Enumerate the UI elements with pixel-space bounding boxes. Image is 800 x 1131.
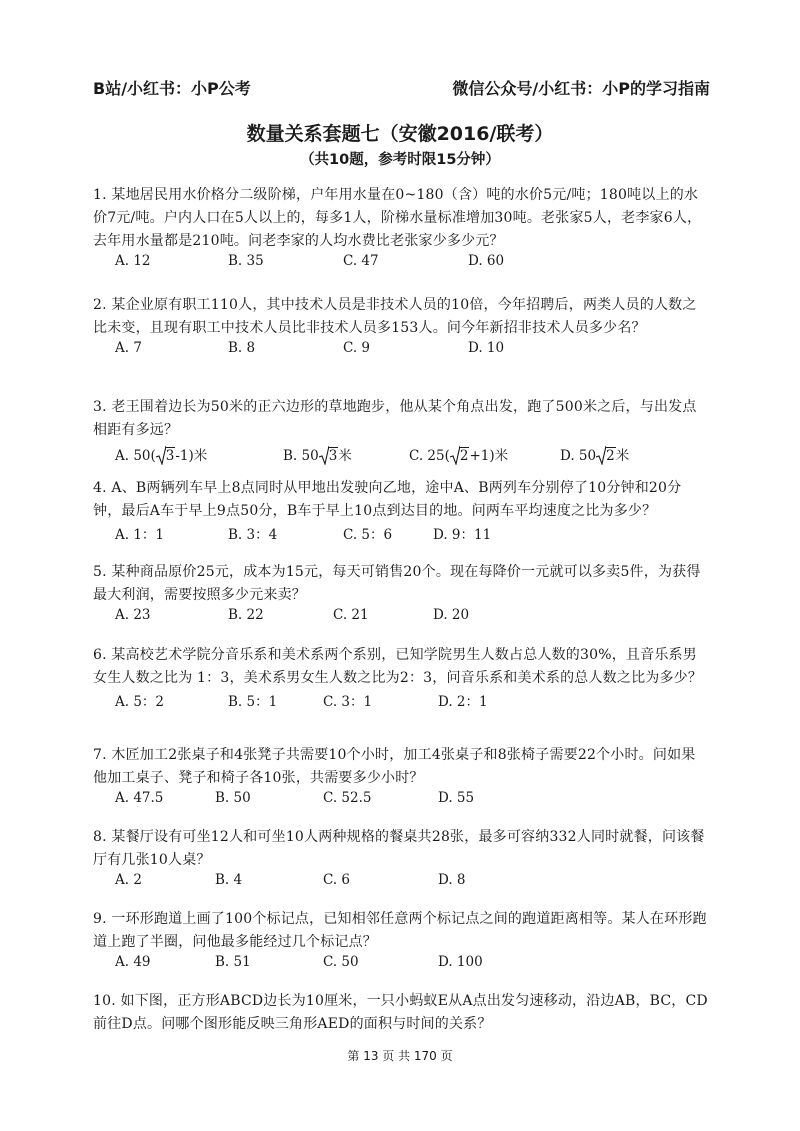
options	[93, 790, 708, 812]
question-text: 10. 如下图，正方形ABCD边长为10厘米，一只小蚂蚁E从A点出发匀速移动，沿边AB，BC，CD前往D点。问哪个图形能反映三角形AED的面积与时间的关系？	[93, 993, 708, 1032]
options	[93, 954, 708, 976]
option-d: D. 10	[468, 340, 505, 356]
question-text: 2. 某企业原有职工110人，其中技术人员是非技术人员的10倍，今年招聘后，两类人员的人数之比未变，且现有职工中技术人员比非技术人员多153人。问今年新招非技术人员多少名？	[93, 297, 697, 336]
question-text: 6. 某高校艺术学院分音乐系和美术系两个系别，已知学院男生人数占总人数的30%，且音乐系男女生人数之比为 1：3，美术系男女生人数之比为2：3，问音乐系和美术系的总人数之比为多少？	[93, 647, 703, 686]
option-d: D. 8	[438, 872, 466, 888]
option-a: A. 23	[115, 607, 151, 623]
question-text: 4. A、B两辆列车早上8点同时从甲地出发驶向乙地，途中A、B两列车分别停了10分钟和20分钟，最后A车于早上9点50分，B车于早上10点到达目的地。问两车平均速度之比为多少？	[93, 480, 682, 519]
question-text: 5. 某种商品原价25元，成本为15元，每天可销售20个。现在每降价一元就可以多卖5件，为获得最大利润，需要按照多少元来卖？	[93, 564, 701, 603]
option-c: C. 9	[343, 340, 371, 356]
option-a: A. 12	[115, 253, 151, 269]
question-10	[93, 990, 708, 1036]
option-c: C. 3：1	[323, 694, 373, 710]
sqrt-symbol: 3	[319, 448, 339, 464]
option-c: C. 21	[333, 607, 369, 623]
option-c: C. 5：6	[343, 527, 393, 543]
option-a: A. 2	[115, 872, 142, 888]
option-d: D. 100	[438, 954, 483, 970]
options	[93, 872, 708, 894]
question-9	[93, 908, 708, 976]
question-text: 1. 某地居民用水价格分二级阶梯，户年用水量在0~180（含）吨的水价5元/吨；180吨以上的水价7元/吨。户内人口在5人以上的，每多1人，阶梯水量标准增加30吨。老张家5人，老李家6人，去年用水量都是210吨。问老李家的人均水费比老张家少多少元？	[93, 187, 702, 249]
question-text: 8. 某餐厅设有可坐12人和可坐10人两种规格的餐桌共28张，最多可容纳332人同时就餐，问该餐厅有几张10人桌？	[93, 829, 705, 868]
option-d: D. 2：1	[438, 694, 488, 710]
question-text: 3. 老王围着边长为50米的正六边形的草地跑步，他从某个角点出发，跑了500米之后，与出发点相距有多远？	[93, 399, 697, 438]
option-d: D. 9：11	[433, 527, 492, 543]
question-3	[93, 396, 708, 466]
option-b: B. 8	[228, 340, 256, 356]
option-a: A. 5：2	[115, 694, 165, 710]
option-c: C. 6	[323, 872, 351, 888]
option-a: A. 1：1	[115, 527, 165, 543]
sqrt-symbol: 2	[450, 448, 470, 464]
header-left: B站/小红书：小P公考	[93, 79, 251, 98]
option-d: D. 55	[438, 790, 475, 806]
question-text: 7. 木匠加工2张桌子和4张凳子共需要10个小时，加工4张桌子和8张椅子需要22个小时。问如果他加工桌子、凳子和椅子各10张，共需要多少小时？	[93, 747, 696, 786]
options	[93, 253, 708, 275]
option-a: A. 47.5	[115, 790, 164, 806]
option-b: B. 4	[215, 872, 243, 888]
question-8	[93, 826, 708, 894]
option-b: B. 5：1	[228, 694, 278, 710]
page-footer: 第 13 页 共 170 页	[347, 1049, 453, 1063]
sqrt-symbol: 3	[156, 448, 176, 464]
option-b: B. 50 3米	[283, 448, 352, 464]
options	[93, 607, 708, 629]
question-7	[93, 744, 708, 812]
sqrt-symbol: 2	[596, 448, 616, 464]
option-c: C. 50	[323, 954, 359, 970]
option-b: B. 3：4	[228, 527, 278, 543]
options	[93, 340, 708, 362]
option-a: A. 50( 3-1)米	[115, 448, 208, 464]
question-4	[93, 477, 708, 545]
option-b: B. 35	[228, 253, 264, 269]
question-text: 9. 一环形跑道上画了100个标记点，已知相邻任意两个标记点之间的跑道距离相等。某人在环形跑道上跑了半圈，问他最多能经过几个标记点？	[93, 911, 707, 950]
header-right: 微信公众号/小红书：小P的学习指南	[452, 79, 710, 98]
question-5	[93, 561, 708, 629]
page-title: 数量关系套题七（安徽2016/联考）	[246, 123, 554, 145]
option-b: B. 22	[228, 607, 264, 623]
options	[93, 690, 708, 712]
option-a: A. 7	[115, 340, 142, 356]
option-c: C. 47	[343, 253, 379, 269]
question-1	[93, 184, 708, 275]
option-c: C. 25( 2+1)米	[409, 448, 509, 464]
page-subtitle: （共10题，参考时限15分钟）	[300, 152, 500, 168]
options	[93, 523, 708, 545]
option-c: C. 52.5	[323, 790, 372, 806]
options	[93, 444, 708, 466]
option-d: D. 20	[433, 607, 470, 623]
option-a: A. 49	[115, 954, 151, 970]
option-b: B. 50	[215, 790, 251, 806]
question-6	[93, 644, 708, 712]
option-b: B. 51	[215, 954, 251, 970]
question-2	[93, 294, 708, 362]
option-d: D. 60	[468, 253, 505, 269]
option-d: D. 50 2米	[560, 448, 630, 464]
